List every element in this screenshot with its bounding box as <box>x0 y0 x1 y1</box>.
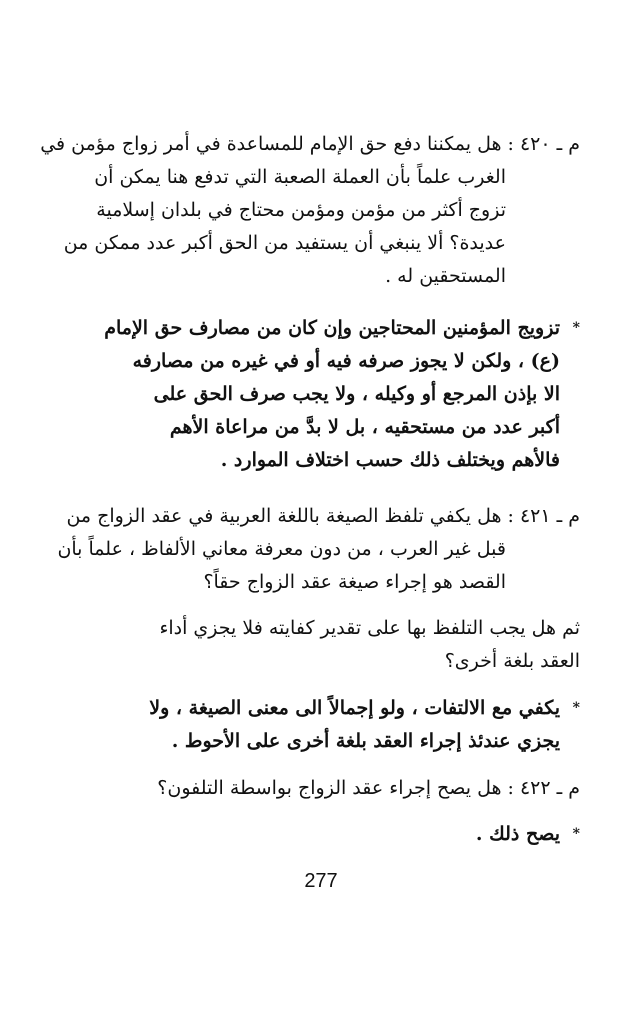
answer-star-icon: * <box>572 826 580 842</box>
answer-line: (ع) ، ولكن لا يجوز صرفه فيه أو في غيره من مصارفه <box>132 350 560 372</box>
answer-line: يصح ذلك . <box>475 823 560 845</box>
question-line: م ـ ٤٢١ :هل يكفي تلفظ الصيغة باللغة العربية في عقد الزواج من <box>66 505 580 527</box>
question-421 <box>57 500 580 599</box>
question-line: عديدة؟ ألا ينبغي أن يستفيد من الحق أكبر عدد ممكن من <box>63 232 506 254</box>
question-line: قبل غير العرب ، من دون معرفة معاني الألفاظ ، علماً بأن <box>57 538 506 560</box>
answer-line: تزويج المؤمنين المحتاجين وإن كان من مصارف حق الإمام <box>104 317 560 339</box>
answer-line: يجزي عندئذ إجراء العقد بلغة أخرى على الأحوط . <box>171 730 560 752</box>
answer-420 <box>60 312 580 477</box>
answer-421 <box>60 692 580 758</box>
question-number: م ـ ٤٢١ : <box>507 505 580 527</box>
answer-star-icon: * <box>572 320 580 336</box>
question-line: العقد بلغة أخرى؟ <box>444 650 580 672</box>
answer-line: أكبر عدد من مستحقيه ، بل لا بدَّ من مراعاة الأهم <box>169 416 560 438</box>
question-line: تزوج أكثر من مؤمن ومؤمن محتاج في بلدان إسلامية <box>96 199 506 221</box>
question-line: ثم هل يجب التلفظ بها على تقدير كفايته فلا يجزي أداء <box>159 617 580 639</box>
question-421-followup <box>134 612 580 678</box>
page-number: 277 <box>304 870 338 892</box>
answer-422 <box>60 818 580 851</box>
answer-star-icon: * <box>572 700 580 716</box>
answer-line: الا بإذن المرجع أو وكيله ، ولا يجب صرف الحق على <box>153 383 560 405</box>
answer-line: يكفي مع الالتفات ، ولو إجمالاً الى معنى الصيغة ، ولا <box>149 697 560 719</box>
question-number: م ـ ٤٢٠ : <box>507 133 580 155</box>
question-line: الغرب علماً بأن العملة الصعبة التي تدفع هنا يمكن أن <box>94 166 506 188</box>
question-line: القصد هو إجراء صيغة عقد الزواج حقاً؟ <box>203 571 506 593</box>
question-422 <box>60 772 580 805</box>
question-line: م ـ ٤٢٠ :هل يمكننا دفع حق الإمام للمساعدة في أمر زواج مؤمن في <box>40 133 580 155</box>
question-line: م ـ ٤٢٢ :هل يصح إجراء عقد الزواج بواسطة التلفون؟ <box>157 777 580 799</box>
answer-line: فالأهم ويختلف ذلك حسب اختلاف الموارد . <box>220 449 560 471</box>
question-line: المستحقين له . <box>385 265 506 287</box>
question-number: م ـ ٤٢٢ : <box>507 777 580 799</box>
question-420 <box>40 128 580 293</box>
